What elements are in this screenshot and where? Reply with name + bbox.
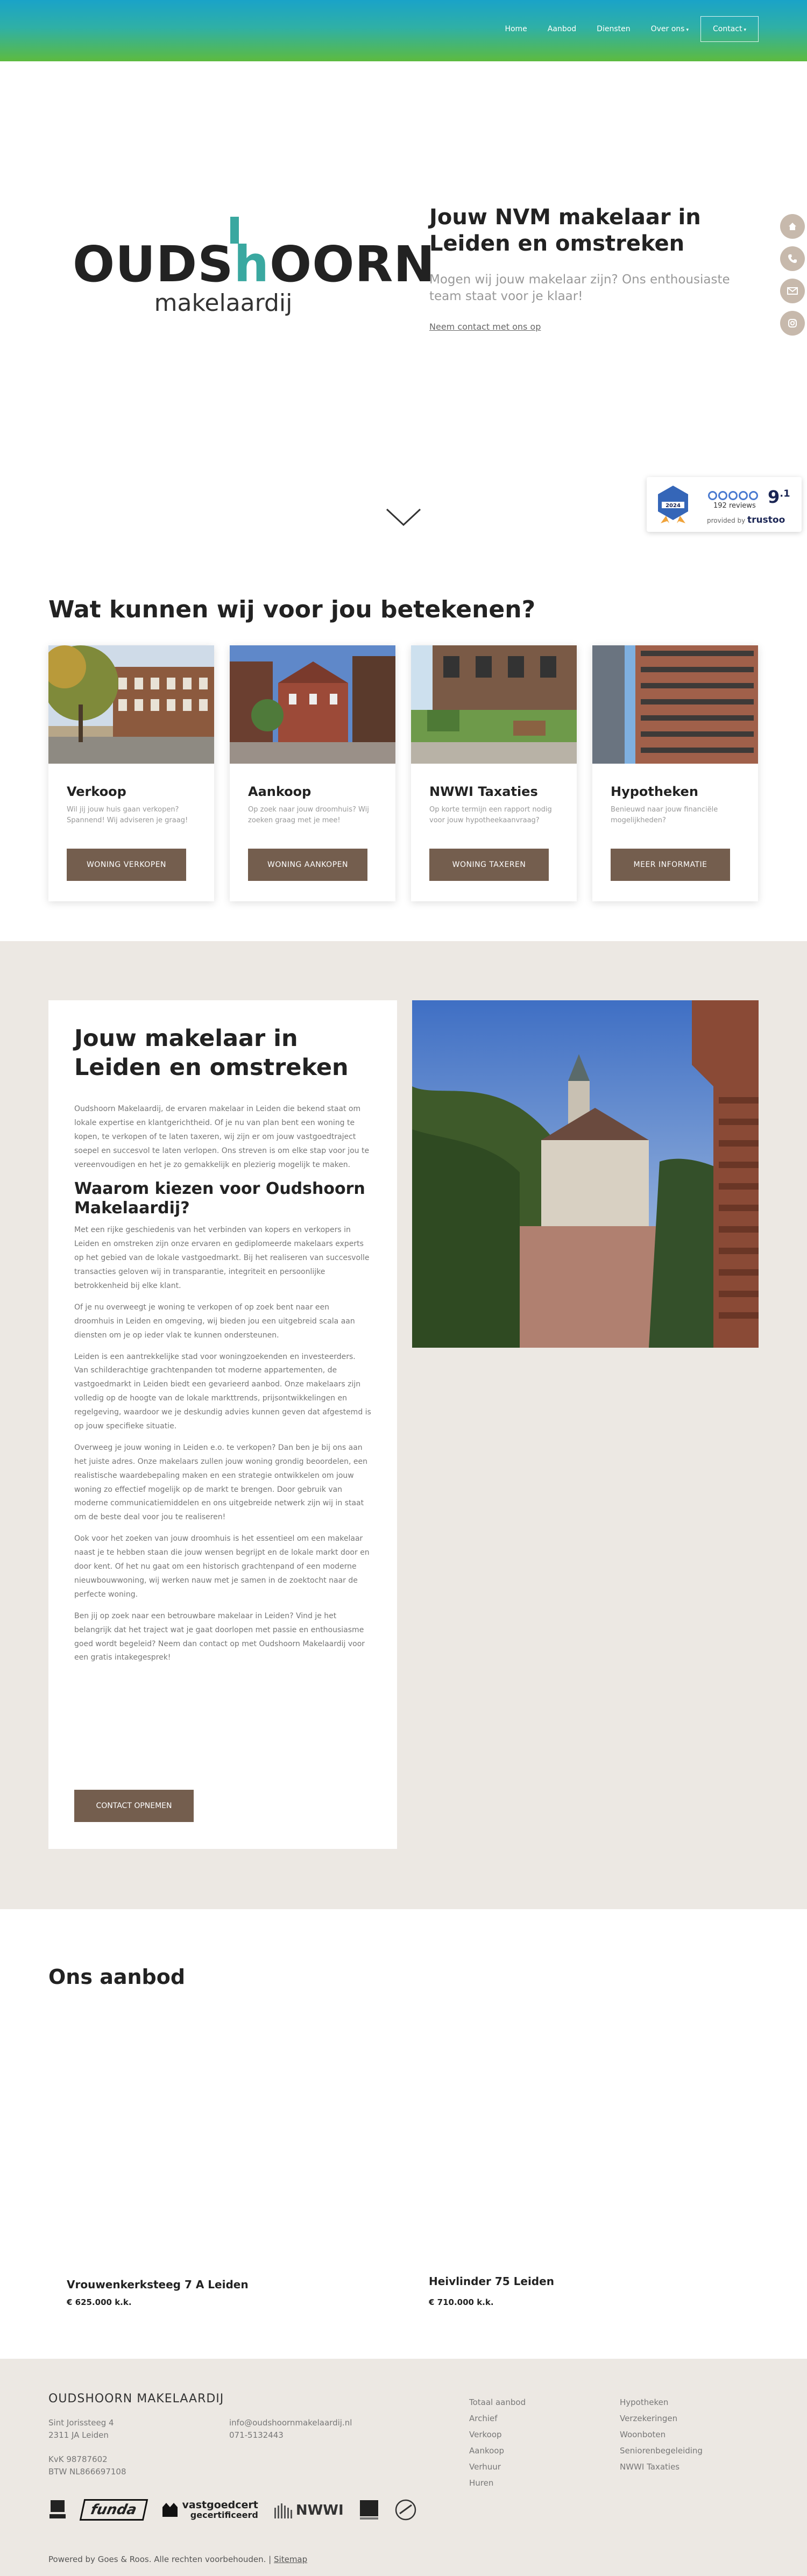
card-title: Aankoop [248,784,312,799]
offer-price: € 625.000 k.k. [67,2297,132,2307]
nav-contact[interactable] [700,16,759,42]
footer-link[interactable]: Totaal aanbod [469,2397,526,2407]
site-header [0,0,807,61]
card-title: Hypotheken [611,784,698,799]
vastgoedcert-emblem-icon [161,2501,179,2519]
footer-brand: OUDSHOORN MAKELAARDIJ [48,2392,224,2406]
about-paragraph: Of je nu overweegt je woning te verkopen of op zoek bent naar een droomhuis in Leiden en omgeving, wij bieden jou een uitgebreid scala aan diensten om je op ieder vlak te kunnen ondersteunen. [74,1303,355,1340]
footer-contact [229,2417,352,2441]
caret-down-icon: ▾ [744,27,746,33]
about-paragraph: Oudshoorn Makelaardij, de ervaren makelaar in Leiden die bekend staat om lokale expertise en klantgerichtheid. Of je nu van plan bent een woning te kopen, te verkopen of te laten taxeren, wij zijn er om jouw vastgoedtraject soepel en succesvol te laten verlopen. Ons streven is om elke stap voor jou te vereenvoudigen en het je zo gemakkelijk en plezierig mogelijk te maken. [74,1105,370,1169]
about-subtitle: Waarom kiezen voor Oudshoorn Makelaardij? [74,1179,365,1218]
phone-icon[interactable] [780,246,805,271]
footer-email[interactable]: info@oudshoornmakelaardij.nl [229,2418,352,2428]
review-count: 192 reviews [713,502,756,510]
rating-dots [708,491,759,500]
card-title: NWWI Taxaties [429,784,538,799]
nwwi-logo-text: NWWI [295,2502,344,2518]
footer-links-1 [469,2394,526,2491]
score-main: 9 [768,487,780,507]
logo-subtitle: makelaardij [154,289,293,317]
main-nav [484,16,759,42]
services-title: Wat kunnen wij voor jou betekenen? [48,596,536,623]
caret-down-icon: ▾ [686,27,689,33]
review-score [768,487,790,507]
footer-phone[interactable]: 071-5132443 [229,2430,284,2440]
service-card-taxaties[interactable] [411,645,577,901]
service-card-aankoop[interactable] [230,645,395,901]
offer-address[interactable]: Heivlinder 75 Leiden [429,2275,554,2288]
square-logo-icon [359,2499,379,2521]
service-card-hypotheken[interactable] [592,645,758,901]
rating-dot-icon [739,491,748,500]
card-text: Op korte termijn een rapport nodig voor jouw hypotheekaanvraag? [429,806,552,824]
nav-over-ons-label: Over ons [650,25,685,33]
footer-registration [48,2453,126,2478]
leiden-city-image [412,1000,759,1348]
funda-logo-text: funda [89,2502,138,2518]
scroll-down-chevron-icon[interactable] [386,508,421,526]
about-paragraph: Overweeg je jouw woning in Leiden e.o. te verkopen? Dan ben je bij ons aan het juiste adres. Onze makelaars zullen jouw woning grondig beoordelen, een realistische waardebepaling maken en een strategie ontwikkelen om jouw woning zo effectief mogelijk op de markt te brengen. Door gebruik van moderne communicatiemiddelen en ons uitgebreide netwerk zijn wij in staat om de beste deal voor jou te realiseren! [74,1443,367,1522]
vastgoedcert-tagline: gecertificeerd [190,2509,258,2520]
about-title: Jouw makelaar in Leiden en omstreken [74,1025,349,1081]
woning-taxeren-button[interactable]: WONING TAXEREN [429,849,549,881]
trustoo-review-widget[interactable] [647,477,802,532]
woning-verkopen-button[interactable]: WONING VERKOPEN [67,849,186,881]
rating-dot-icon [708,491,717,500]
footer-address [48,2417,114,2441]
footer-link[interactable]: Seniorenbegeleiding [620,2446,703,2456]
meer-informatie-button[interactable]: MEER INFORMATIE [611,849,730,881]
logo-part-h: h [233,236,270,293]
offers-title: Ons aanbod [48,1965,186,1989]
offer-address[interactable]: Vrouwenkerksteeg 7 A Leiden [67,2278,249,2291]
nav-aanbod[interactable]: Aanbod [547,25,577,33]
about-paragraph: Met een rijke geschiedenis van het verbinden van kopers en verkopers in Leiden en omstreken zijn onze ervaren en gediplomeerde makelaars experts op het gebied van de lokale vastgoedmarkt. Bij het realiseren van succesvolle transacties geloven wij in transparantie, integriteit en persoonlijke betrokkenheid bij elke klant. [74,1226,370,1291]
score-decimal: .1 [780,488,790,500]
about-paragraph: Ben jij op zoek naar een betrouwbare makelaar in Leiden? Vind je het belangrijk dat het traject wat je gaat doorlopen met passie en enthousiasme goed wordt begeleid? Neem dan contact op met Oudshoorn Makelaardij voor een gratis intakegesprek! [74,1611,365,1662]
badge-year: 2024 [666,503,681,509]
aankoop-image [230,645,395,764]
taxaties-image [411,645,577,764]
nwwi-logo [273,2501,344,2518]
side-contact-bar [780,214,807,343]
logo-part-1: OUDS [73,236,234,293]
card-title: Verkoop [67,784,126,799]
provided-by-label: provided by [707,517,746,524]
card-text: Op zoek naar jouw droomhuis? Wij zoeken graag met je mee! [248,806,369,824]
vastgoedcert-logo [161,2500,258,2520]
about-paragraph: Leiden is een aantrekkelijke stad voor woningzoekenden en investeerders. Van schilderachtige grachtenpanden tot moderne appartementen, de vastgoedmarkt in Leiden biedt een gevarieerd aanbod. Onze makelaars zijn volledig op de hoogte van de lokale markttrends, prijsontwikkelingen en regelgeving, waardoor we je deskundig advies kunnen geven dat afgestemd is op jouw specifieke situatie. [74,1352,371,1431]
copyright [48,2554,307,2564]
rating-dot-icon [718,491,727,500]
logo-part-2: OORN [270,236,436,293]
service-card-verkoop[interactable] [48,645,214,901]
about-paragraph: Ook voor het zoeken van jouw droomhuis is het essentieel om een makelaar naast je te hebben staan die jouw wensen begrijpt en de lokale markt door en door kent. Of het nu gaat om een historisch grachtenpand of een moderne nieuwbouwwoning, wij werken nauw met je samen in de zoektocht naar de perfecte woning. [74,1534,370,1599]
footer-link[interactable]: Huren [469,2478,494,2488]
card-text: Wil jij jouw huis gaan verkopen? Spannend! Wij adviseren je graag! [67,806,188,824]
company-logo [73,215,436,323]
footer-links-2 [620,2394,703,2475]
about-body [74,1102,371,1673]
nav-diensten[interactable]: Diensten [597,25,631,33]
certification-logos [48,2499,432,2521]
card-text: Benieuwd naar jouw financiële mogelijkheden? [611,806,718,824]
verkoop-image [48,645,214,764]
site-footer [0,2359,807,2576]
footer-city: 2311 JA Leiden [48,2430,109,2440]
footer-link[interactable]: Verhuur [469,2462,501,2472]
footer-link[interactable]: Hypotheken [620,2397,669,2407]
footer-link[interactable]: NWWI Taxaties [620,2462,680,2472]
about-card [48,1000,397,1849]
award-badge-icon [655,485,691,524]
footer-btw: BTW NL866697108 [48,2466,126,2477]
funda-logo [80,2499,148,2521]
sitemap-link[interactable]: Sitemap [274,2554,308,2564]
footer-link[interactable]: Aankoop [469,2446,504,2456]
nav-over-ons[interactable] [651,25,689,33]
home-icon[interactable] [780,214,805,239]
nav-contact-label: Contact [713,25,742,33]
footer-link[interactable]: Woonboten [620,2430,666,2439]
hero-contact-link[interactable]: Neem contact met ons op [429,322,541,332]
copyright-text: Powered by Goes & Roos. Alle rechten voorbehouden. | [48,2554,272,2564]
nvm-logo-icon [48,2499,67,2521]
contact-opnemen-button[interactable]: CONTACT OPNEMEN [74,1790,194,1822]
offer-price: € 710.000 k.k. [429,2297,494,2307]
nwwi-bars-icon [273,2501,295,2518]
rating-dot-icon [749,491,758,500]
logo-wordmark [73,236,436,293]
footer-link[interactable]: Archief [469,2414,498,2423]
footer-link[interactable]: Verkoop [469,2430,502,2439]
mail-icon[interactable] [780,279,805,303]
provided-by [707,515,785,525]
hypotheken-image [592,645,758,764]
hero-subtitle: Mogen wij jouw makelaar zijn? Ons enthousiaste team staat voor je klaar! [429,273,730,304]
circle-seal-logo-icon [394,2499,417,2521]
vastgoedcert-name: vastgoedcert [182,2499,258,2511]
rating-dot-icon [728,491,738,500]
hero-title: Jouw NVM makelaar in Leiden en omstreken [429,205,701,256]
trustoo-brand: trustoo [747,515,785,525]
woning-aankopen-button[interactable]: WONING AANKOPEN [248,849,367,881]
footer-link[interactable]: Verzekeringen [620,2414,678,2423]
footer-street: Sint Jorissteeg 4 [48,2418,114,2428]
footer-kvk: KvK 98787602 [48,2454,108,2464]
nav-home[interactable]: Home [505,25,527,33]
instagram-icon[interactable] [780,311,805,336]
